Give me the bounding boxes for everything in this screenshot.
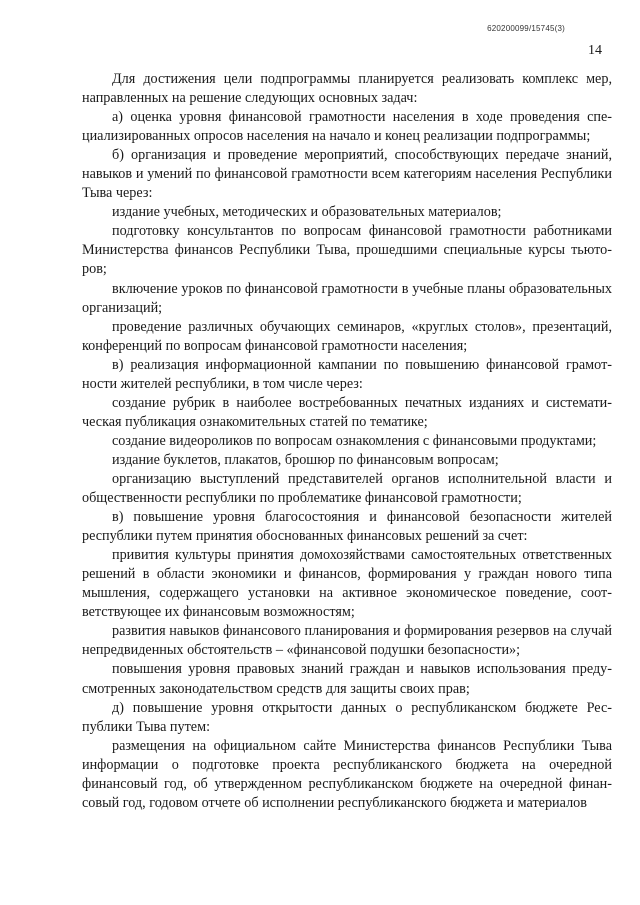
- page-number: 14: [588, 43, 602, 58]
- paragraph: в) реализация информационной кампании по повышению финансовой грамотности жителей республики, в том числе через:: [82, 356, 612, 392]
- document-code: 620200099/15745(3): [487, 24, 565, 33]
- paragraph: издание буклетов, плакатов, брошюр по финансовым вопросам;: [112, 451, 499, 468]
- paragraph: создание видеороликов по вопросам ознакомления с финансовыми продуктами;: [112, 432, 597, 449]
- paragraph: создание рубрик в наиболее востребованных печатных изданиях и систематическая публикация ознакомительных статей по тематике;: [82, 394, 612, 430]
- paragraph: а) оценка уровня финансовой грамотности населения в ходе проведения специализированных опросов населения на начало и конец реализации подпрограммы;: [82, 109, 612, 145]
- paragraph: организацию выступлений представителей органов исполнительной власти и общественности республики по проблематике финансовой грамотности;: [82, 470, 612, 507]
- paragraph: Для достижения цели подпрограммы планируется реализовать комплекс мер, направленных на решение следующих основных задач:: [82, 71, 612, 107]
- paragraph: развития навыков финансового планирования и формирования резервов на случай непредвиденных обстоятельств – «финансовой подушки безопасности»;: [82, 623, 612, 659]
- paragraph: повышения уровня правовых знаний граждан и навыков использования предусмотренных законодательством средств для защиты своих прав;: [82, 661, 612, 697]
- paragraph: включение уроков по финансовой грамотности в учебные планы образовательных организаций;: [82, 280, 612, 316]
- paragraph: б) организация и проведение мероприятий, способствующих передаче знаний, навыков и умений по финансовой грамотности всем категориям населения Республики Тыва через:: [82, 147, 612, 202]
- paragraph: издание учебных, методических и образовательных материалов;: [112, 204, 502, 221]
- paragraph: подготовку консультантов по вопросам финансовой грамотности работниками Министерства финансов Республики Тыва, прошедшими специальные курсы тьюторов;: [82, 223, 612, 278]
- paragraph: проведение различных обучающих семинаров, «круглых столов», презентаций, конференций по вопросам финансовой грамотности населения;: [82, 318, 612, 354]
- paragraph: размещения на официальном сайте Министерства финансов Республики Тыва информации о подготовке проекта республиканского бюджета на очередной финансовый год, об утвержденном республиканском бюджете на очередной финансовый год, годовом отчете об исполнении республиканского бюджета и материалов: [82, 737, 612, 811]
- document-body: [82, 70, 612, 813]
- paragraph: в) повышение уровня благосостояния и финансовой безопасности жителей республики путем принятия обоснованных финансовых решений за счет:: [82, 509, 612, 545]
- paragraph: привития культуры принятия домохозяйствами самостоятельных ответственных решений в области экономики и финансов, формирования у граждан нового типа мышления, содержащего установки на активное экономическое поведение, соответствующее их финансовым возможностям;: [82, 547, 612, 621]
- paragraph: д) повышение уровня открытости данных о республиканском бюджете Республики Тыва путем:: [82, 699, 612, 735]
